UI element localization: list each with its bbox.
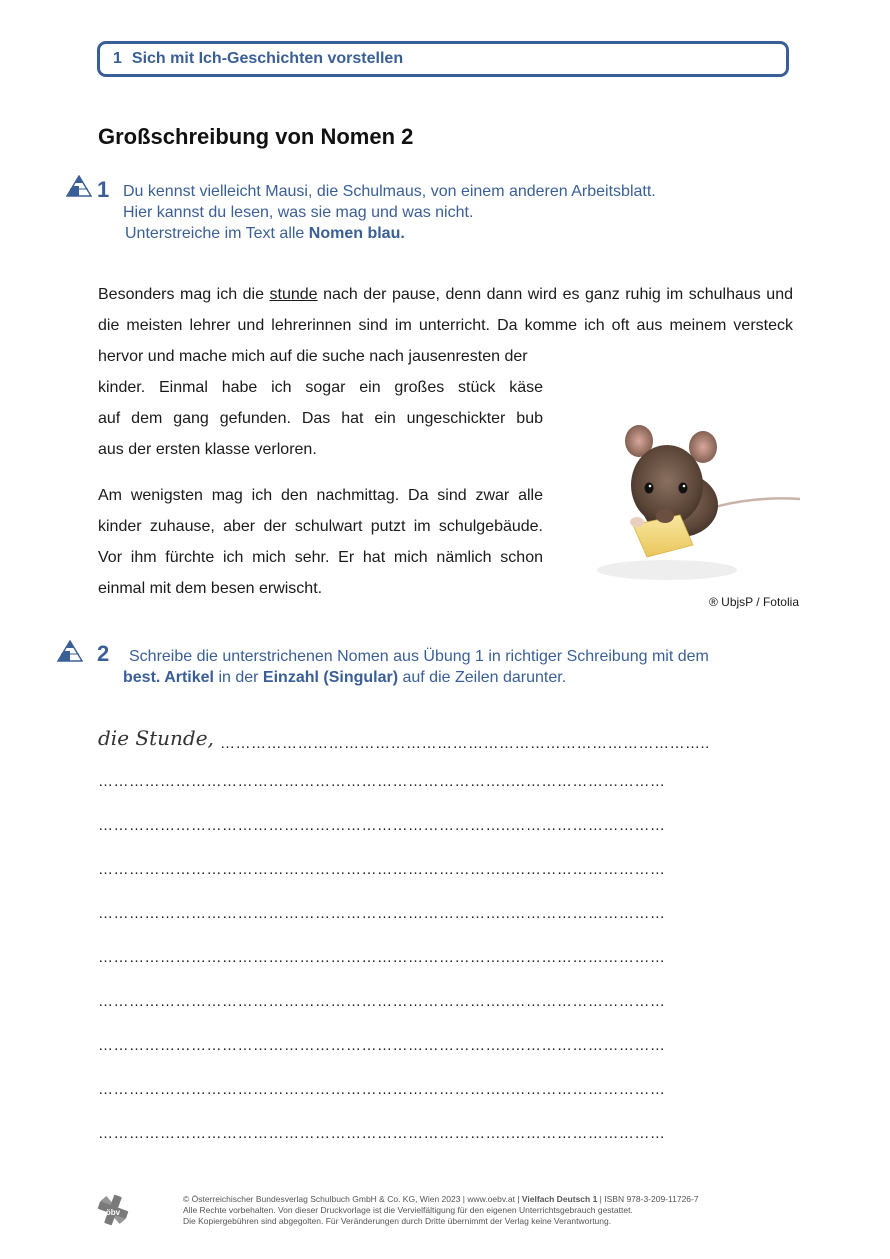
chapter-title: Sich mit Ich-Geschichten vorstellen: [131, 50, 404, 67]
task-2-instruction: [123, 646, 709, 688]
task-2-text-1: in der: [214, 669, 263, 686]
example-answer: die Stunde,: [98, 726, 214, 750]
task-2-line-2: [123, 667, 709, 688]
answer-line[interactable]: ……………………………………………………………………..…………………………: [98, 993, 666, 1010]
story-paragraph-2: Am wenigsten mag ich den nachmittag. Da sind zwar alle kinder zuhause, aber der schulwart putzt im schulgebäude. Vor ihm fürchte ich mich sehr. Er hat mich nämlich schon einmal mit dem besen erwischt.: [98, 487, 543, 597]
story-line-6: aus der ersten klasse verloren.: [98, 441, 317, 458]
answer-line[interactable]: ……………………………………………………………………..…………………………: [98, 861, 666, 878]
footer-line-3: Die Kopiergebühren sind abgegolten. Für Veränderungen durch Dritte übernimmt der Verlag keine Verantwortung.: [183, 1216, 612, 1226]
chapter-number: 1: [113, 50, 122, 67]
task-1-line-1: Du kennst vielleicht Mausi, die Schulmaus, von einem anderen Arbeitsblatt.: [123, 183, 656, 200]
underlined-noun: stunde: [269, 286, 318, 303]
story-text: nach der pause, denn dann wird es ganz ruhig im schulhaus und die meisten lehrer und lehrerinnen sind im unterricht. Da komme ich oft aus meinem versteck hervor und mache mich auf die suche nach jausenresten der: [98, 286, 793, 365]
difficulty-pyramid-icon: [66, 175, 92, 197]
footer-line-1: [183, 1194, 699, 1205]
task-2-bold-2: Einzahl (Singular): [262, 669, 399, 686]
story-line-5: auf dem gang gefunden. Das hat ein ungeschickter bub: [98, 410, 543, 427]
footer-text: © Österreichischer Bundesverlag Schulbuch GmbH & Co. KG, Wien 2023 | www.oebv.at |: [183, 1194, 522, 1204]
answer-line[interactable]: ……………………………………………………………………..…………………………: [98, 773, 666, 790]
task-2-number: 2: [97, 641, 110, 666]
answer-line[interactable]: ……………………………………………………………………..…………………………: [98, 905, 666, 922]
story-paragraph-1: [98, 279, 793, 372]
answer-line[interactable]: ……………………………………………………………………..…………………………: [98, 1081, 666, 1098]
oebv-logo-icon: [96, 1193, 130, 1227]
image-credit: ® UbjsP / Fotolia: [709, 595, 799, 609]
footer-copyright: [183, 1194, 699, 1227]
story-line-4: kinder. Einmal habe ich sogar ein großes stück käse: [98, 379, 543, 396]
task-1-line-3-text: Unterstreiche im Text alle: [125, 225, 309, 242]
task-1-number: 1: [97, 177, 110, 202]
answer-line[interactable]: ……………………………………………………………………..…………………………: [98, 1125, 666, 1142]
task-1-line-3-bold: Nomen blau.: [308, 225, 405, 242]
answer-line[interactable]: ……………………………………………………………………..…………………………: [98, 1037, 666, 1054]
example-answer-line[interactable]: …………………………………………………………………………………..: [220, 735, 710, 752]
mouse-with-cheese-image: [585, 405, 810, 585]
difficulty-pyramid-icon: [57, 640, 83, 662]
task-1-line-3: [123, 223, 656, 244]
footer-book-title: Vielfach Deutsch 1: [521, 1194, 598, 1204]
footer-isbn: | ISBN 978-3-209-11726-7: [597, 1194, 699, 1204]
answer-line[interactable]: ……………………………………………………………………..…………………………: [98, 817, 666, 834]
task-2-line-1: Schreibe die unterstrichenen Nomen aus Übung 1 in richtiger Schreibung mit dem: [129, 648, 709, 665]
logo-text: öbv: [105, 1208, 121, 1217]
chapter-header: [97, 41, 789, 77]
page-title: Großschreibung von Nomen 2: [98, 124, 414, 149]
story-text: Besonders mag ich die: [98, 286, 270, 303]
answer-line[interactable]: ……………………………………………………………………..…………………………: [98, 949, 666, 966]
task-2-text-2: auf die Zeilen darunter.: [398, 669, 567, 686]
footer-line-2: Alle Rechte vorbehalten. Von dieser Druckvorlage ist die Vervielfältigung für den eigenen Unterrichtsgebrauch gestattet.: [183, 1205, 633, 1215]
task-1-instruction: [123, 181, 656, 244]
task-1-line-2: Hier kannst du lesen, was sie mag und was nicht.: [123, 204, 474, 221]
task-2-bold-1: best. Artikel: [123, 669, 214, 686]
